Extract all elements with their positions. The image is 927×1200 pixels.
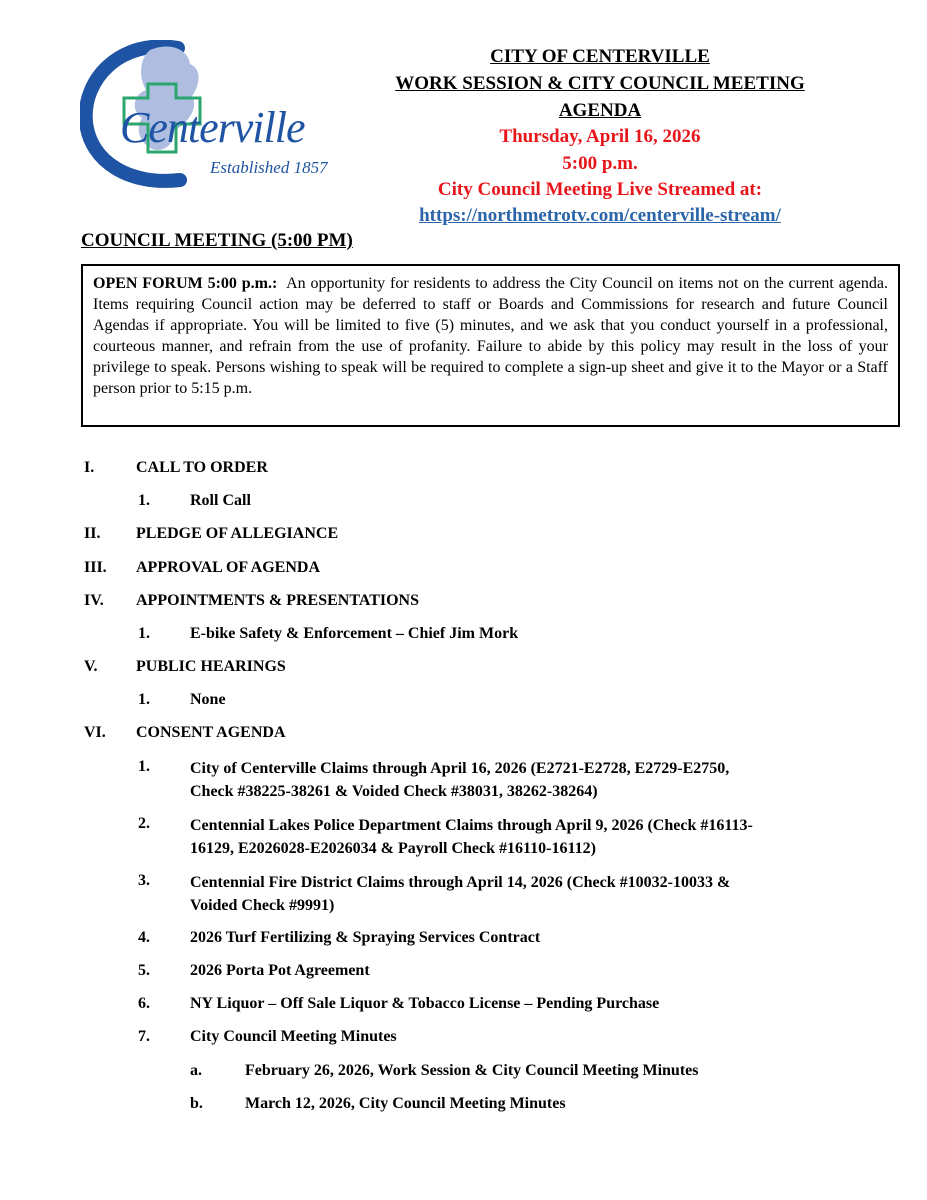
section-number: IV. — [84, 592, 104, 609]
council-meeting-heading: COUNCIL MEETING (5:00 PM) — [81, 230, 353, 251]
city-title: CITY OF CENTERVILLE — [490, 46, 710, 67]
section-number: II. — [84, 525, 101, 542]
open-forum-body: An opportunity for residents to address the City Council on items not on the current agenda. Items requiring Council action may be deferred to staff or Boards and Commissions for research and future Council Agendas if appropriate. You will be limited to five (5) minutes, and we ask that you conduct yourself in a professional, courteous manner, and refrain from the use of profanity. Failure to abide by this policy may result in the loss of your privilege to speak. Persons wishing to speak will be required to complete a sign-up sheet and give it to the Mayor or a Staff person prior to 5:15 p.m. — [93, 275, 888, 397]
item-text-line: Voided Check #9991) — [190, 897, 335, 914]
item-text: NY Liquor – Off Sale Liquor & Tobacco License – Pending Purchase — [190, 995, 660, 1012]
meeting-time: 5:00 p.m. — [562, 153, 638, 174]
open-forum-box — [81, 264, 900, 427]
item-text: 2026 Porta Pot Agreement — [190, 962, 370, 979]
open-forum-text — [93, 273, 888, 399]
item-number: 7. — [138, 1028, 150, 1045]
city-logo — [80, 40, 342, 188]
item-number: 1. — [138, 625, 150, 642]
item-number: 6. — [138, 995, 150, 1012]
section-title: PUBLIC HEARINGS — [136, 658, 286, 675]
item-text-line: Centennial Lakes Police Department Claims through April 9, 2026 (Check #16113- — [190, 817, 753, 834]
item-text-line: Check #38225-38261 & Voided Check #38031, 38262-38264) — [190, 783, 598, 800]
item-text — [190, 814, 753, 860]
item-text — [190, 757, 729, 803]
subitem-text: March 12, 2026, City Council Meeting Minutes — [245, 1095, 566, 1112]
section-title: CALL TO ORDER — [136, 459, 268, 476]
stream-label: City Council Meeting Live Streamed at: — [437, 179, 763, 200]
subitem-letter: a. — [190, 1062, 202, 1079]
section-number: III. — [84, 559, 107, 576]
item-text: Roll Call — [190, 492, 251, 509]
subitem-text: February 26, 2026, Work Session & City Council Meeting Minutes — [245, 1062, 699, 1079]
section-title: CONSENT AGENDA — [136, 724, 286, 741]
item-text-line: City of Centerville Claims through April 16, 2026 (E2721-E2728, E2729-E2750, — [190, 760, 730, 777]
item-number: 5. — [138, 962, 150, 979]
item-text: None — [190, 691, 226, 708]
item-text: City Council Meeting Minutes — [190, 1028, 397, 1045]
logo-wordmark: Centerville — [120, 103, 305, 152]
section-number: V. — [84, 658, 98, 675]
item-text — [190, 871, 730, 917]
meeting-title: WORK SESSION & CITY COUNCIL MEETING — [395, 73, 805, 94]
item-number: 4. — [138, 929, 150, 946]
meeting-date: Thursday, April 16, 2026 — [499, 126, 701, 147]
item-number: 1. — [138, 492, 150, 509]
section-title: APPROVAL OF AGENDA — [136, 559, 321, 576]
item-text: 2026 Turf Fertilizing & Spraying Services Contract — [190, 929, 541, 946]
stream-link[interactable]: https://northmetrotv.com/centerville-stream/ — [419, 205, 781, 226]
section-title: APPOINTMENTS & PRESENTATIONS — [136, 592, 419, 609]
item-text-line: 16129, E2026028-E2026034 & Payroll Check #16110-16112) — [190, 840, 596, 857]
item-number: 1. — [138, 758, 150, 775]
item-number: 3. — [138, 872, 150, 889]
section-number: I. — [84, 459, 95, 476]
section-title: PLEDGE OF ALLEGIANCE — [136, 525, 339, 542]
section-number: VI. — [84, 724, 106, 741]
open-forum-label: OPEN FORUM 5:00 p.m.: — [93, 275, 278, 292]
agenda-title: AGENDA — [558, 100, 642, 121]
item-number: 1. — [138, 691, 150, 708]
subitem-letter: b. — [190, 1095, 203, 1112]
item-number: 2. — [138, 815, 150, 832]
item-text-line: Centennial Fire District Claims through April 14, 2026 (Check #10032-10033 & — [190, 874, 731, 891]
logo-tagline: Established 1857 — [210, 158, 328, 177]
item-text: E-bike Safety & Enforcement – Chief Jim Mork — [190, 625, 519, 642]
